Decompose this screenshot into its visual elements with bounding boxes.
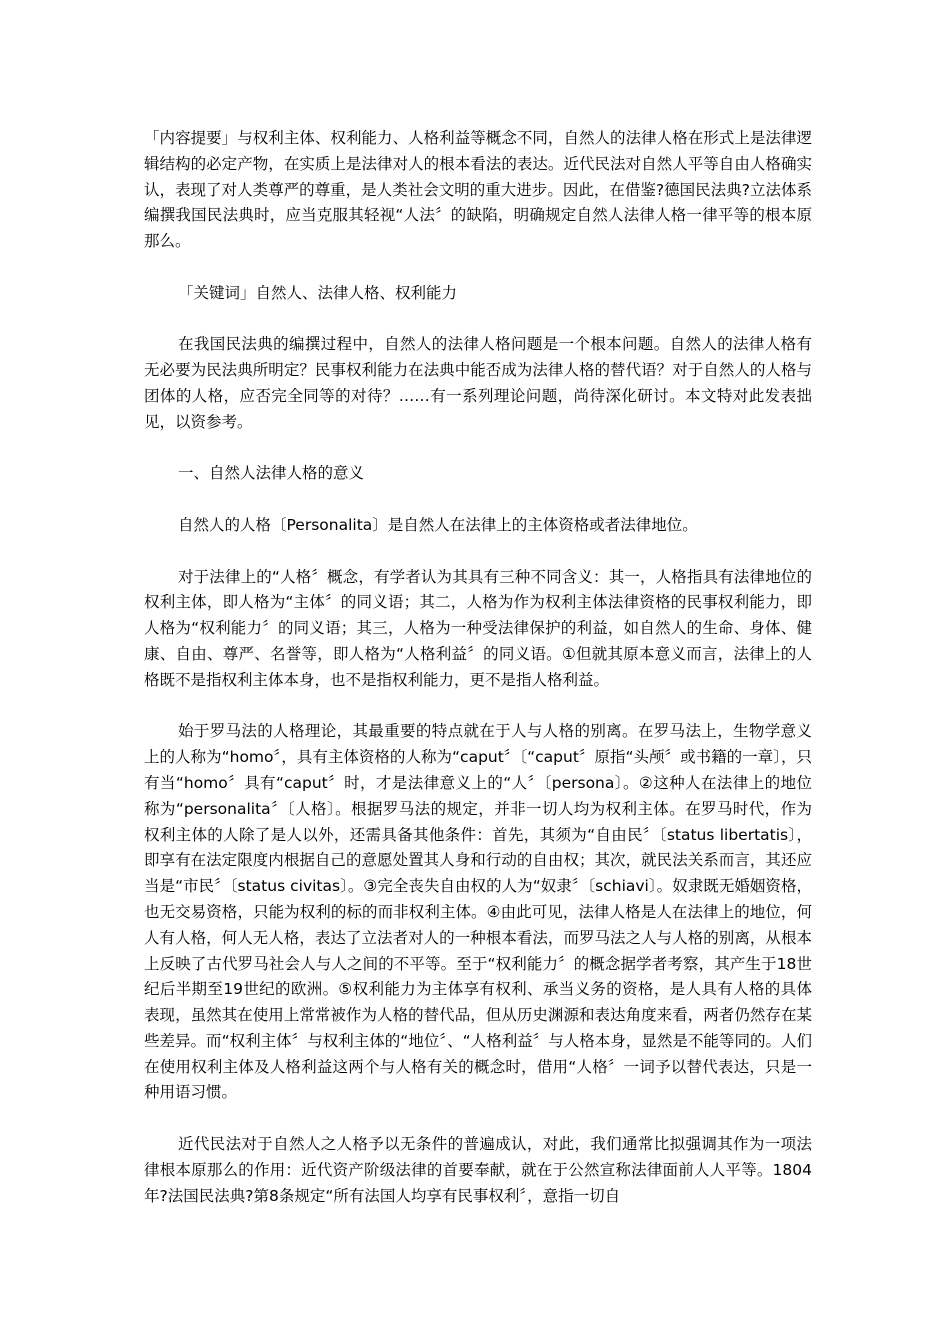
intro-paragraph: 在我国民法典的编撰过程中，自然人的法律人格问题是一个根本问题。自然人的法律人格有无必要为民法典所明定？民事权利能力在法典中能否成为法律人格的替代语？对于自然人的人格与团体的人格，应否完全同等的对待？……有一系列理论问题，尚待深化研讨。本文特对此发表拙见，以资参考。 <box>144 335 812 431</box>
document-page <box>144 126 812 1209</box>
keywords-paragraph: 「关键词」自然人、法律人格、权利能力 <box>178 283 458 302</box>
section-heading: 一、自然人法律人格的意义 <box>178 464 365 483</box>
body-paragraph: 始于罗马法的人格理论，其最重要的特点就在于人与人格的别离。在罗马法上，生物学意义上的人称为“homo〞，具有主体资格的人称为“caput〞〔“caput〞原指“头颅〞或书籍的一章〕，只有当“homo〞具有“caput〞时，才是法律意义上的“人〞〔persona〕。②这种人在法律上的地位称为“personalita〞〔人格〕。根据罗马法的规定，并非一切人均为权利主体。在罗马时代，作为权利主体的人除了是人以外，还需具备其他条件：首先，其须为“自由民〞〔status libertatis〕，即享有在法定限度内根据自己的意愿处置其人身和行动的自由权；其次，就民法关系而言，其还应当是“市民〞〔status civitas〕。③完全丧失自由权的人为“奴隶〞〔schiavi〕。奴隶既无婚姻资格，也无交易资格，只能为权利的标的而非权利主体。④由此可见，法律人格是人在法律上的地位，何人有人格，何人无人格，表达了立法者对人的一种根本看法，而罗马法之人与人格的别离，从根本上反映了古代罗马社会人与人之间的不平等。至于“权利能力〞的概念据学者考察，其产生于18世纪后半期至19世纪的欧洲。⑤权利能力为主体享有权利、承当义务的资格，是人具有人格的具体表现，虽然其在使用上常常被作为人格的替代品，但从历史渊源和表达角度来看，两者仍然存在某些差异。而“权利主体〞与权利主体的“地位〞、“人格利益〞与人格本身，显然是不能等同的。人们在使用权利主体及人格利益这两个与人格有关的概念时，借用“人格〞一词予以替代表达，只是一种用语习惯。 <box>144 722 812 1102</box>
abstract-paragraph: 「内容提要」与权利主体、权利能力、人格利益等概念不同，自然人的法律人格在形式上是法律逻辑结构的必定产物，在实质上是法律对人的根本看法的表达。近代民法对自然人平等自由人格确实认，表现了对人类尊严的尊重，是人类社会文明的重大进步。因此，在借鉴?德国民法典?立法体系编撰我国民法典时，应当克服其轻视“人法〞的缺陷，明确规定自然人法律人格一律平等的根本原那么。 <box>144 129 812 251</box>
body-paragraph: 自然人的人格〔Personalita〕是自然人在法律上的主体资格或者法律地位。 <box>178 515 698 534</box>
body-paragraph: 近代民法对于自然人之人格予以无条件的普遍成认，对此，我们通常比拟强调其作为一项法律根本原那么的作用：近代资产阶级法律的首要奉献，就在于公然宣称法律面前人人平等。1804年?法国民法典?第8条规定“所有法国人均享有民事权利〞，意指一切自 <box>144 1135 812 1205</box>
body-paragraph: 对于法律上的“人格〞概念，有学者认为其具有三种不同含义：其一，人格指具有法律地位的权利主体，即人格为“主体〞的同义语；其二，人格为作为权利主体法律资格的民事权利能力，即人格为“权利能力〞的同义语；其三，人格为一种受法律保护的利益，如自然人的生命、身体、健康、自由、尊严、名誉等，即人格为“人格利益〞的同义语。①但就其原本意义而言，法律上的人格既不是指权利主体本身，也不是指权利能力，更不是指人格利益。 <box>144 567 812 689</box>
